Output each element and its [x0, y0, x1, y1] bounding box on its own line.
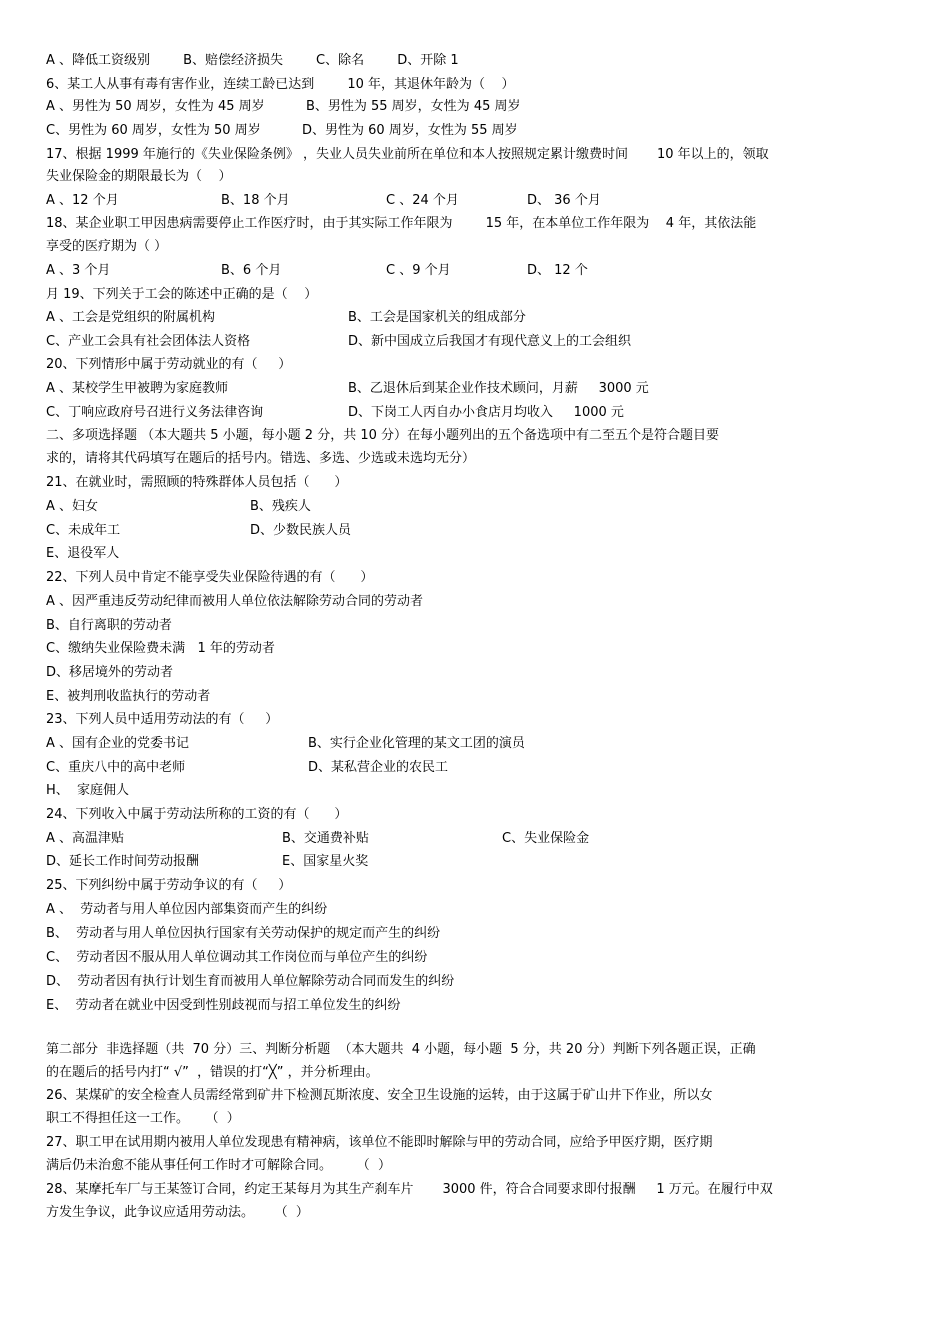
q17-option-c: C 、24 个月 [386, 193, 459, 208]
q27-stem-1: 27、职工甲在试用期内被用人单位发现患有精神病，该单位不能即时解除与甲的劳动合同，应给予甲医疗期，医疗期 [46, 1135, 713, 1150]
part2-heading-1: 第二部分 非选择题（共 70 分）三、判断分析题 （本大题共 4 小题，每小题 5 分，共 20 分）判断下列各题正误，正确 [46, 1042, 756, 1057]
section2-heading-1: 二、多项选择题 （本大题共 5 小题，每小题 2 分，共 10 分）在每小题列出的五个备选项中有二至五个是符合题目要 [46, 428, 720, 443]
q23-option-c: C、重庆八中的高中老师 [46, 760, 186, 775]
q25-stem: 25、下列纠纷中属于劳动争议的有（ ） [46, 878, 292, 893]
q21-option-b: B、残疾人 [250, 499, 311, 514]
q24-stem: 24、下列收入中属于劳动法所称的工资的有（ ） [46, 807, 348, 822]
q21-option-a: A 、妇女 [46, 499, 99, 514]
q18-stem-2: 享受的医疗期为（ ） [46, 239, 168, 254]
q22-option-c: C、缴纳失业保险费未满 1 年的劳动者 [46, 641, 275, 656]
q23-option-a: A 、国有企业的党委书记 [46, 736, 190, 751]
q19-option-c: C、产业工会具有社会团体法人资格 [46, 334, 251, 349]
q23-option-d: D、某私营企业的农民工 [308, 760, 449, 775]
q22-stem: 22、下列人员中肯定不能享受失业保险待遇的有（ ） [46, 570, 374, 585]
q28-stem-2: 方发生争议，此争议应适用劳动法。 （ ） [46, 1205, 309, 1220]
q21-option-d: D、少数民族人员 [250, 523, 352, 538]
q18-option-b: B、6 个月 [221, 263, 282, 278]
q25-option-b: B、 劳动者与用人单位因执行国家有关劳动保护的规定而产生的纠纷 [46, 926, 441, 941]
q19-option-d: D、新中国成立后我国才有现代意义上的工会组织 [348, 334, 632, 349]
q18-option-c: C 、9 个月 [386, 263, 451, 278]
q24-option-c: C、失业保险金 [502, 831, 590, 846]
q25-option-d: D、 劳动者因有执行计划生育而被用人单位解除劳动合同而发生的纠纷 [46, 974, 455, 989]
q5-options: A 、降低工资级别 B、赔偿经济损失 C、除名 D、开除 1 [46, 53, 459, 68]
q26-stem-2: 职工不得担任这一工作。 （ ） [46, 1111, 240, 1126]
q22-option-a: A 、因严重违反劳动纪律而被用人单位依法解除劳动合同的劳动者 [46, 594, 424, 609]
q22-option-b: B、自行离职的劳动者 [46, 618, 172, 633]
q24-option-d: D、延长工作时间劳动报酬 [46, 854, 200, 869]
q17-stem-1: 17、根据 1999 年施行的《失业保险条例》 ，失业人员失业前所在单位和本人按照规定累计缴费时间 10 年以上的，领取 [46, 147, 769, 162]
q6-options-ab: A 、男性为 50 周岁，女性为 45 周岁 B、男性为 55 周岁，女性为 45 周岁 [46, 99, 521, 114]
q21-option-e: E、退役军人 [46, 546, 120, 561]
q20-stem: 20、下列情形中属于劳动就业的有（ ） [46, 357, 292, 372]
q23-stem: 23、下列人员中适用劳动法的有（ ） [46, 712, 279, 727]
q22-option-e: E、被判刑收监执行的劳动者 [46, 689, 211, 704]
section2-heading-2: 求的，请将其代码填写在题后的括号内。错选、多选、少选或未选均无分） [46, 451, 476, 466]
q6-options-cd: C、男性为 60 周岁，女性为 50 周岁 D、男性为 60 周岁，女性为 55 周岁 [46, 123, 518, 138]
q20-option-c: C、丁响应政府号召进行义务法律咨询 [46, 405, 264, 420]
q22-option-d: D、移居境外的劳动者 [46, 665, 174, 680]
q19-stem: 月 19、下列关于工会的陈述中正确的是（ ） [46, 287, 318, 302]
q19-option-a: A 、工会是党组织的附属机构 [46, 310, 216, 325]
q6-stem: 6、某工人从事有毒有害作业，连续工龄已达到 10 年，其退休年龄为（ ） [46, 77, 515, 92]
q26-stem-1: 26、某煤矿的安全检查人员需经常到矿井下检测瓦斯浓度、安全卫生设施的运转，由于这属于矿山井下作业，所以女 [46, 1088, 713, 1103]
q17-option-a: A 、12 个月 [46, 193, 119, 208]
q17-stem-2: 失业保险金的期限最长为（ ） [46, 169, 232, 184]
q21-stem: 21、在就业时，需照顾的特殊群体人员包括（ ） [46, 475, 348, 490]
q28-stem-1: 28、某摩托车厂与王某签订合同，约定王某每月为其生产刹车片 3000 件，符合合同要求即付报酬 1 万元。在履行中双 [46, 1182, 773, 1197]
q17-option-d: D、 36 个月 [527, 193, 601, 208]
q25-option-e: E、 劳动者在就业中因受到性别歧视而与招工单位发生的纠纷 [46, 998, 401, 1013]
part2-heading-2: 的在题后的括号内打“ √” ，错误的打“╳” ，并分析理由。 [46, 1065, 379, 1080]
q20-option-d: D、下岗工人丙自办小食店月均收入 1000 元 [348, 405, 624, 420]
q27-stem-2: 满后仍未治愈不能从事任何工作时才可解除合同。 （ ） [46, 1158, 392, 1173]
q24-option-b: B、交通费补贴 [282, 831, 369, 846]
q18-option-a: A 、3 个月 [46, 263, 111, 278]
q23-option-b: B、实行企业化管理的某文工团的演员 [308, 736, 525, 751]
q20-option-a: A 、某校学生甲被聘为家庭教师 [46, 381, 229, 396]
q18-option-d: D、 12 个 [527, 263, 588, 278]
q18-stem-1: 18、某企业职工甲因患病需要停止工作医疗时，由于其实际工作年限为 15 年，在本单位工作年限为 4 年，其依法能 [46, 216, 757, 231]
q17-option-b: B、18 个月 [221, 193, 290, 208]
q23-option-h: H、 家庭佣人 [46, 783, 130, 798]
q24-option-a: A 、高温津贴 [46, 831, 125, 846]
q24-option-e: E、国家星火奖 [282, 854, 369, 869]
q25-option-a: A 、 劳动者与用人单位因内部集资而产生的纠纷 [46, 902, 328, 917]
q25-option-c: C、 劳动者因不服从用人单位调动其工作岗位而与单位产生的纠纷 [46, 950, 428, 965]
q21-option-c: C、未成年工 [46, 523, 121, 538]
q20-option-b: B、乙退休后到某企业作技术顾问，月薪 3000 元 [348, 381, 649, 396]
q19-option-b: B、工会是国家机关的组成部分 [348, 310, 526, 325]
